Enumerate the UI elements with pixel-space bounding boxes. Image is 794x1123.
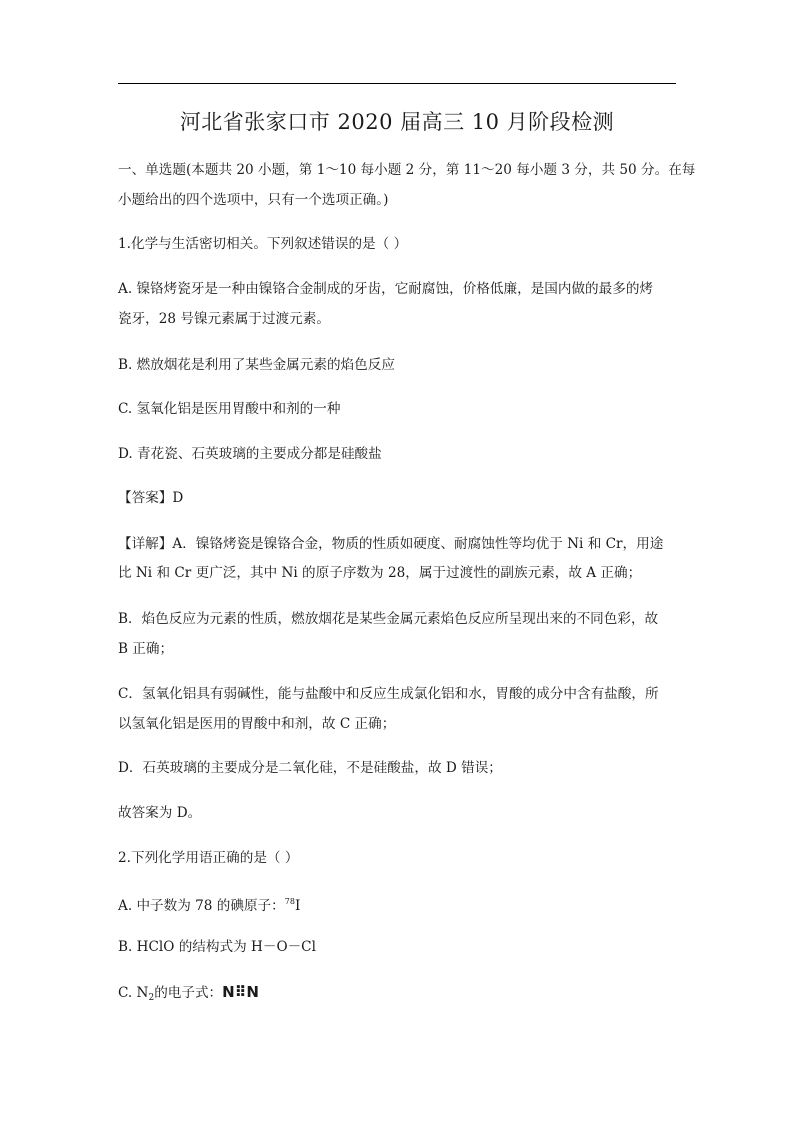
question-2-option-c xyxy=(118,982,678,1008)
question-1-detail-line-7: D．石英玻璃的主要成分是二氧化硅，不是硅酸盐，故 D 错误； xyxy=(118,760,502,776)
question-1-detail-line-2: 比 Ni 和 Cr 更广泛，其中 Ni 的原子序数为 28，属于过渡性的副族元素，故 A 正确； xyxy=(118,565,642,581)
question-1-answer: 【答案】D xyxy=(118,490,184,506)
question-2-option-c-text: 的电子式： xyxy=(154,985,223,1001)
question-1-option-a-line-2: 瓷牙，28 号镍元素属于过渡元素。 xyxy=(118,311,330,327)
question-1-option-c: C. 氢氧化铝是医用胃酸中和剂的一种 xyxy=(118,401,341,417)
question-2-stem: 2.下列化学用语正确的是（ ） xyxy=(118,850,299,866)
question-1-detail-line-4: B 正确； xyxy=(118,641,174,657)
question-1-stem: 1.化学与生活密切相关。下列叙述错误的是（ ） xyxy=(118,236,408,252)
section-heading-line-1: 一、单选题(本题共 20 小题，第 1～10 每小题 2 分，第 11～20 每小题 3 分，共 50 分。在每 xyxy=(118,162,696,178)
question-2-option-a-superscript: 78 xyxy=(284,897,295,906)
question-1-option-a-line-1: A. 镍铬烤瓷牙是一种由镍铬合金制成的牙齿，它耐腐蚀，价格低廉，是国内做的最多的烤 xyxy=(118,281,654,297)
header-rule xyxy=(118,83,676,84)
question-1-detail-line-5: C．氢氧化铝具有弱碱性，能与盐酸中和反应生成氯化铝和水，胃酸的成分中含有盐酸，所 xyxy=(118,686,659,702)
question-2-option-a xyxy=(118,892,678,916)
question-1-detail-line-1: 【详解】A．镍铬烤瓷是镍铬合金，物质的性质如硬度、耐腐蚀性等均优于 Ni 和 Cr，用途 xyxy=(118,536,664,552)
section-heading-line-2: 小题给出的四个选项中，只有一个选项正确。) xyxy=(118,192,389,208)
page-title: 河北省张家口市 2020 届高三 10 月阶段检测 xyxy=(179,110,615,134)
question-2-option-c-subscript: 2 xyxy=(148,993,155,1003)
question-1-detail-line-3: B．焰色反应为元素的性质，燃放烟花是某些金属元素焰色反应所呈现出来的不同色彩，故 xyxy=(118,611,659,627)
question-2-option-a-text: A. 中子数为 78 的碘原子： xyxy=(118,898,285,914)
question-1-conclusion: 故答案为 D。 xyxy=(118,805,202,821)
question-2-option-a-symbol: I xyxy=(294,898,301,914)
question-2-option-c-formula: N⠿N xyxy=(222,983,259,1001)
question-2-option-b: B. HClO 的结构式为 H－O－Cl xyxy=(118,939,316,955)
question-1-option-d: D. 青花瓷、石英玻璃的主要成分都是硅酸盐 xyxy=(118,446,382,462)
question-1-detail-line-6: 以氢氧化铝是医用的胃酸中和剂，故 C 正确； xyxy=(118,716,396,732)
question-2-option-c-prefix: C. N xyxy=(118,985,149,1001)
question-1-option-b: B. 燃放烟花是利用了某些金属元素的焰色反应 xyxy=(118,357,395,373)
